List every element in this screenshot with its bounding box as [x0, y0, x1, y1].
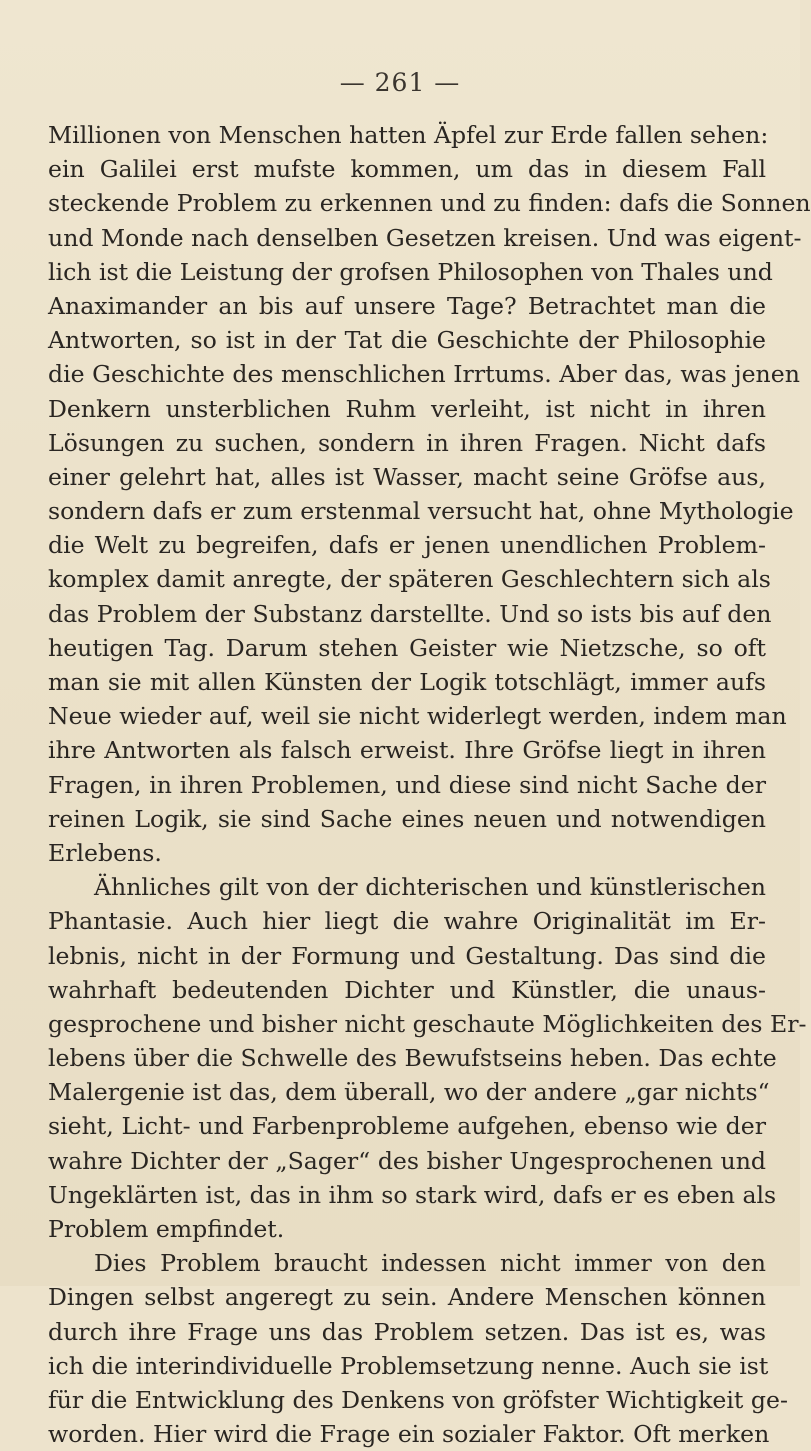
text-line: Millionen von Menschen hatten Äpfel zur Erde fallen sehen:: [48, 121, 769, 149]
text-line: Problem empfindet.: [48, 1215, 285, 1243]
text-line: heutigen Tag. Darum stehen Geister wie Nietzsche, so oft: [48, 633, 766, 662]
text-line: steckende Problem zu erkennen und zu finden: dafs die Sonnen: [48, 189, 811, 218]
text-line: sondern dafs er zum erstenmal versucht hat, ohne Mythologie: [48, 497, 794, 526]
text-line: sieht, Licht- und Farbenprobleme aufgehen, ebenso wie der: [48, 1112, 766, 1141]
text-line: ein Galilei erst mufste kommen, um das in diesem Fall: [48, 155, 766, 184]
text-line: einer gelehrt hat, alles ist Wasser, macht seine Gröfse aus,: [48, 462, 766, 491]
text-line: für die Entwicklung des Denkens von gröfster Wichtigkeit ge-: [48, 1385, 788, 1414]
text-line: wahre Dichter der „Sager“ des bisher Ungesprochenen und: [48, 1146, 766, 1175]
text-line: Malergenie ist das, dem überall, wo der andere „gar nichts“: [48, 1078, 770, 1107]
text-line: Anaximander an bis auf unsere Tage? Betrachtet man die: [48, 291, 766, 320]
text-line: lebnis, nicht in der Formung und Gestaltung. Das sind die: [48, 941, 766, 970]
text-line: komplex damit anregte, der späteren Geschlechtern sich als: [48, 565, 771, 594]
text-line: reinen Logik, sie sind Sache eines neuen und notwendigen: [48, 804, 766, 833]
page-number: — 261 —: [339, 68, 461, 97]
text-line: und Monde nach denselben Gesetzen kreisen. Und was eigent-: [48, 223, 802, 252]
text-line: Dies Problem braucht indessen nicht immer von den: [94, 1249, 766, 1278]
text-line: man sie mit allen Künsten der Logik totschlägt, immer aufs: [48, 668, 766, 696]
text-line: Lösungen zu suchen, sondern in ihren Fragen. Nicht dafs: [48, 428, 766, 457]
text-line: die Welt zu begreifen, dafs er jenen unendlichen Problem-: [48, 531, 766, 560]
text-line: Erlebens.: [48, 838, 162, 867]
text-line: durch ihre Frage uns das Problem setzen. Das ist es, was: [48, 1317, 766, 1346]
text-line: Denkern unsterblichen Ruhm verleiht, ist nicht in ihren: [48, 394, 766, 423]
text-line: Antworten, so ist in der Tat die Geschichte der Philosophie: [48, 326, 766, 355]
text-line: die Geschichte des menschlichen Irrtums. Aber das, was jenen: [48, 360, 800, 389]
text-line: Ähnliches gilt von der dichterischen und künstlerischen: [94, 873, 766, 902]
text-line: Dingen selbst angeregt zu sein. Andere Menschen können: [48, 1283, 766, 1312]
text-line: das Problem der Substanz darstellte. Und so ists bis auf den: [48, 599, 772, 628]
text-line: Ungeklärten ist, das in ihm so stark wird, dafs er es eben als: [48, 1180, 777, 1209]
text-line: worden. Hier wird die Frage ein sozialer Faktor. Oft merken: [48, 1420, 770, 1449]
text-line: gesprochene und bisher nicht geschaute Möglichkeiten des Er-: [48, 1009, 807, 1038]
text-line: Neue wieder auf, weil sie nicht widerlegt werden, indem man: [48, 702, 787, 731]
text-line: wahrhaft bedeutenden Dichter und Künstler, die unaus-: [48, 975, 766, 1004]
body-text: [48, 118, 811, 1451]
text-line: ihre Antworten als falsch erweist. Ihre Gröfse liegt in ihren: [48, 736, 766, 765]
text-line: lich ist die Leistung der grofsen Philosophen von Thales und: [48, 257, 773, 286]
text-line: lebens über die Schwelle des Bewufstseins heben. Das echte: [48, 1044, 777, 1073]
text-line: Fragen, in ihren Problemen, und diese sind nicht Sache der: [48, 770, 766, 799]
text-line: Phantasie. Auch hier liegt die wahre Originalität im Er-: [48, 907, 766, 936]
text-line: ich die interindividuelle Problemsetzung nenne. Auch sie ist: [48, 1351, 769, 1380]
